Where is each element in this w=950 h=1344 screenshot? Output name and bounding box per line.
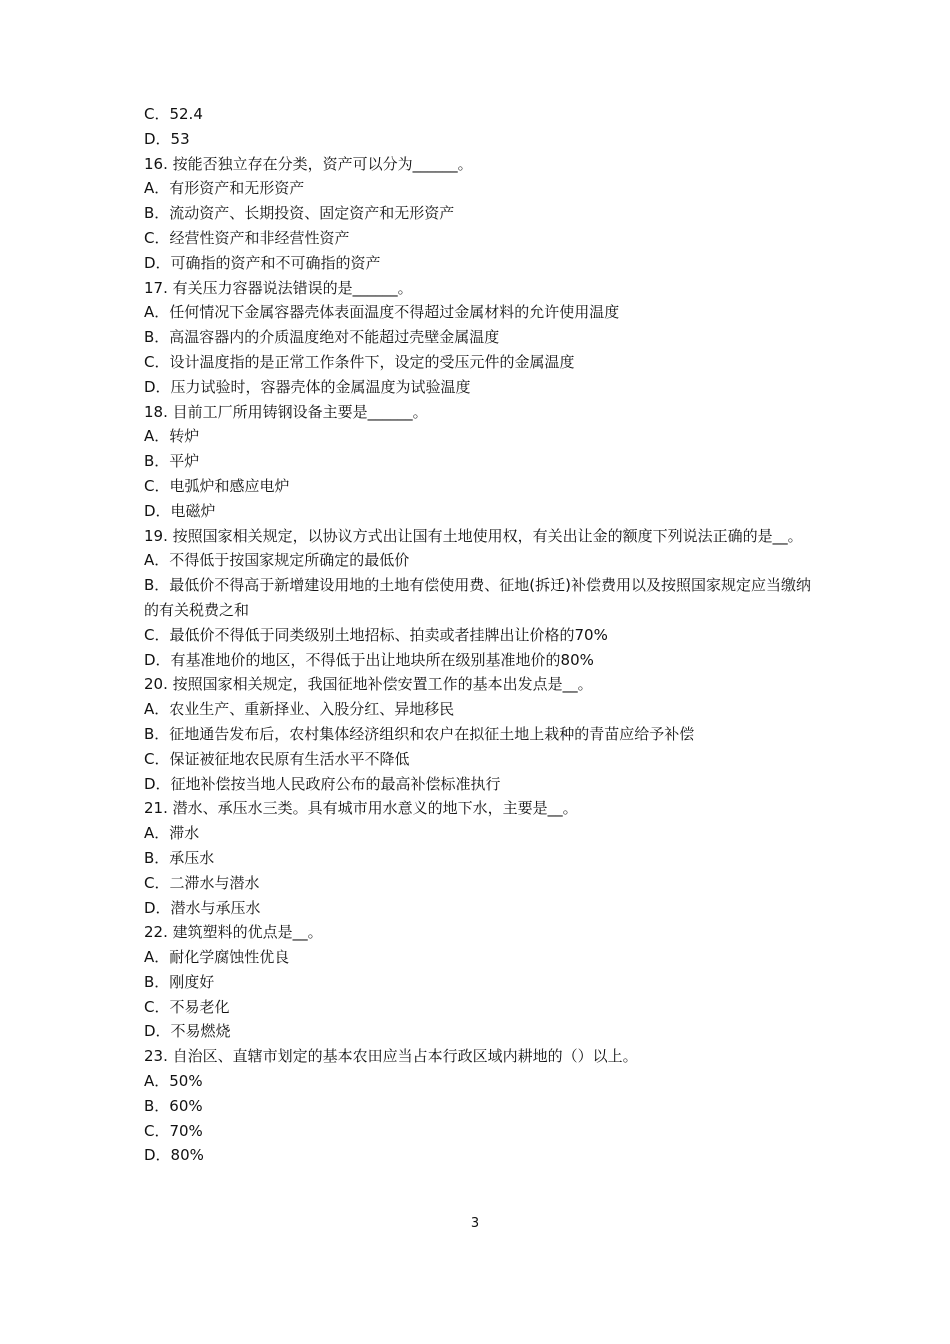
option-line: A．农业生产、重新择业、入股分红、异地移民 (144, 700, 455, 719)
option-line: A．滞水 (144, 824, 200, 843)
option-line: A．50% (144, 1072, 203, 1091)
option-line: B．最低价不得高于新增建设用地的土地有偿使用费、征地(拆迁)补偿费用以及按照国家规定应当缴纳的有关税费之和 (144, 576, 811, 619)
question-line: 19. 按照国家相关规定，以协议方式出让国有土地使用权，有关出让金的额度下列说法正确的是__。 (144, 526, 803, 545)
option-line: D．有基准地价的地区，不得低于出让地块所在级别基准地价的80% (144, 650, 594, 669)
option-line: C．电弧炉和感应电炉 (144, 476, 290, 495)
option-line: C．不易老化 (144, 997, 230, 1016)
option-line: D．53 (144, 129, 190, 148)
option-line: A．不得低于按国家规定所确定的最低价 (144, 551, 410, 570)
option-line: C．经营性资产和非经营性资产 (144, 228, 350, 247)
option-line: C．最低价不得低于同类级别土地招标、拍卖或者挂牌出让价格的70% (144, 625, 608, 644)
option-line: B．高温容器内的介质温度绝对不能超过壳壁金属温度 (144, 328, 500, 347)
option-line: D．80% (144, 1146, 204, 1165)
page-number: 3 (470, 1216, 480, 1231)
option-line: C．保证被征地农民原有生活水平不降低 (144, 749, 410, 768)
option-line: D．潜水与承压水 (144, 898, 261, 917)
option-line: B．60% (144, 1096, 203, 1115)
option-line: D．电磁炉 (144, 501, 216, 520)
option-line: C．二滞水与潜水 (144, 873, 260, 892)
question-line: 20. 按照国家相关规定，我国征地补偿安置工作的基本出发点是__。 (144, 675, 593, 694)
option-line: D．可确指的资产和不可确指的资产 (144, 253, 381, 272)
question-line: 18. 目前工厂所用铸钢设备主要是______。 (144, 402, 428, 421)
question-line: 21. 潜水、承压水三类。具有城市用水意义的地下水，主要是__。 (144, 799, 578, 818)
question-line: 22. 建筑塑料的优点是__。 (144, 923, 323, 942)
option-line: A．转炉 (144, 427, 200, 446)
option-line: C．52.4 (144, 105, 203, 123)
option-line: A．有形资产和无形资产 (144, 179, 305, 198)
option-line: C．70% (144, 1121, 203, 1140)
option-line: A．耐化学腐蚀性优良 (144, 948, 290, 967)
option-line: B．平炉 (144, 452, 200, 471)
option-line: A．任何情况下金属容器壳体表面温度不得超过金属材料的允许使用温度 (144, 303, 620, 322)
option-line: B．承压水 (144, 848, 215, 867)
option-line: D．压力试验时，容器壳体的金属温度为试验温度 (144, 377, 471, 396)
option-line: C．设计温度指的是正常工作条件下，设定的受压元件的金属温度 (144, 352, 575, 371)
option-line: D．征地补偿按当地人民政府公布的最高补偿标准执行 (144, 774, 501, 793)
option-line: B．征地通告发布后，农村集体经济组织和农户在拟征土地上栽种的青苗应给予补偿 (144, 724, 695, 743)
question-line: 16. 按能否独立存在分类，资产可以分为______。 (144, 154, 473, 173)
option-line: B．流动资产、长期投资、固定资产和无形资产 (144, 204, 455, 223)
option-line: D．不易燃烧 (144, 1022, 231, 1041)
page-content (144, 102, 824, 1168)
question-line: 17. 有关压力容器说法错误的是______。 (144, 278, 413, 297)
question-line: 23. 自治区、直辖市划定的基本农田应当占本行政区域内耕地的（）以上。 (144, 1047, 638, 1066)
option-line: B．刚度好 (144, 972, 215, 991)
